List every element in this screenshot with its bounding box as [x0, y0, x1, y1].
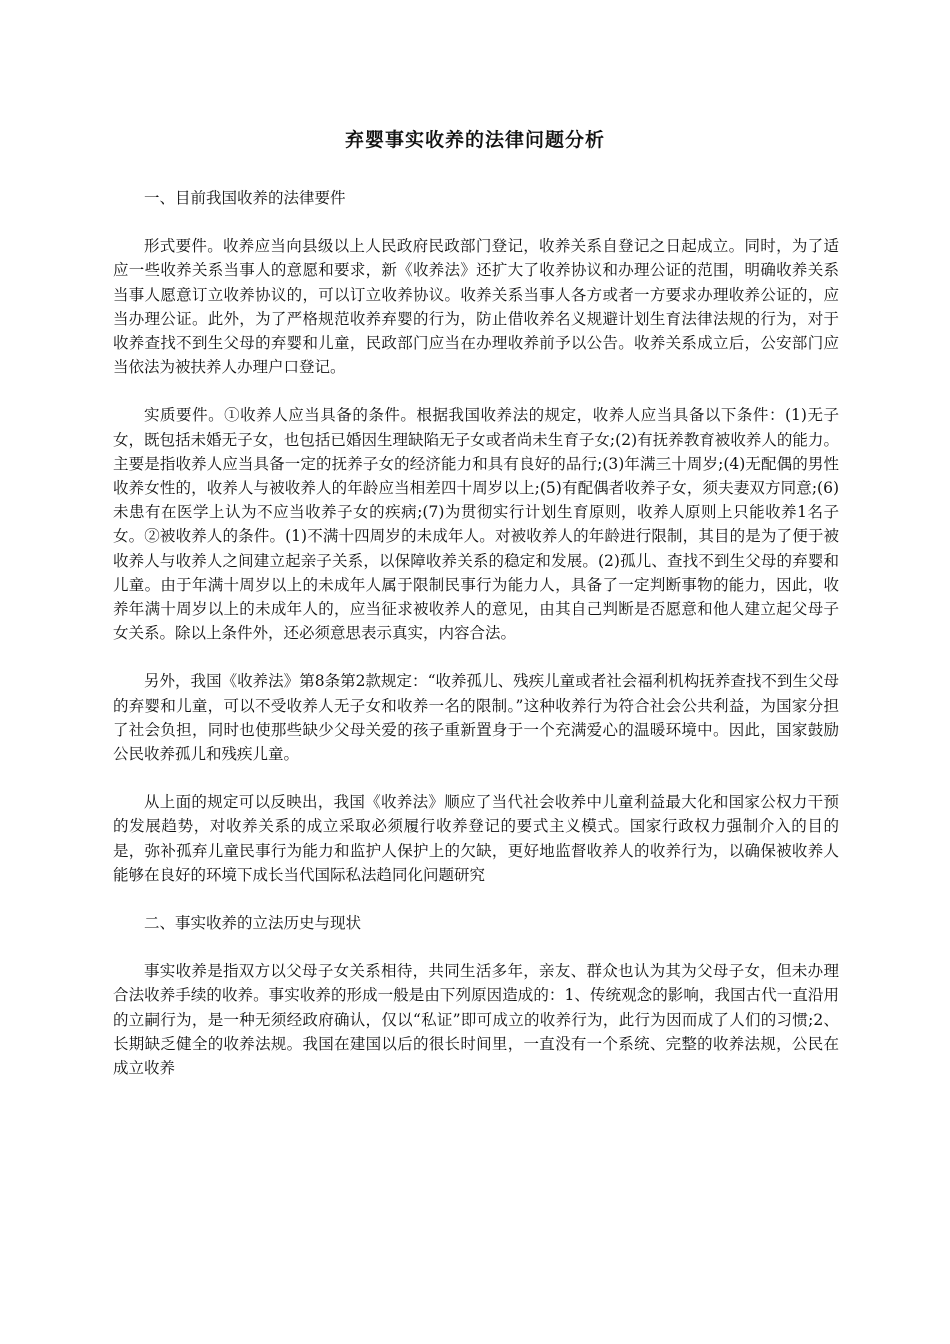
document-body [113, 186, 839, 1104]
paragraph-formal-requirements: 形式要件。收养应当向县级以上人民政府民政部门登记，收养关系自登记之日起成立。同时，为了适应一些收养关系当事人的意愿和要求，新《收养法》还扩大了收养协议和办理公证的范围，明确收养关系当事人愿意订立收养协议的，可以订立收养协议。收养关系当事人各方或者一方要求办理收养公证的，应当办理公证。此外，为了严格规范收养弃婴的行为，防止借收养名义规避计划生育法律法规的行为，对于收养查找不到生父母的弃婴和儿童，民政部门应当在办理收养前予以公告。收养关系成立后，公安部门应当依法为被扶养人办理户口登记。 [113, 237, 839, 377]
paragraph-de-facto-adoption: 事实收养是指双方以父母子女关系相待，共同生活多年，亲友、群众也认为其为父母子女，但未办理合法收养手续的收养。事实收养的形成一般是由下列原因造成的：1、传统观念的影响，我国古代一直沿用的立嗣行为，是一种无须经政府确认，仅以“私证”即可成立的收养行为，此行为因而成了人们的习惯;2、长期缺乏健全的收养法规。我国在建国以后的很长时间里，一直没有一个系统、完整的收养法规，公民在成立收养 [113, 962, 839, 1078]
paragraph-summary: 从上面的规定可以反映出，我国《收养法》顺应了当代社会收养中儿童利益最大化和国家公权力干预的发展趋势，对收养关系的成立采取必须履行收养登记的要式主义模式。国家行政权力强制介入的目的是，弥补孤弃儿童民事行为能力和监护人保护上的欠缺，更好地监督收养人的收养行为，以确保被收养人能够在良好的环境下成长当代国际私法趋同化问题研究 [113, 793, 839, 884]
document-title: 弃婴事实收养的法律问题分析 [344, 129, 605, 151]
section-heading-1: 一、目前我国收养的法律要件 [144, 189, 346, 207]
paragraph-substantive-requirements: 实质要件。①收养人应当具备的条件。根据我国收养法的规定，收养人应当具备以下条件：(1)无子女，既包括未婚无子女，也包括已婚因生理缺陷无子女或者尚未生育子女;(2)有抚养教育被收养人的能力。主要是指收养人应当具备一定的抚养子女的经济能力和具有良好的品行;(3)年满三十周岁;(4)无配偶的男性收养女性的，收养人与被收养人的年龄应当相差四十周岁以上;(5)有配偶者收养子女，须夫妻双方同意;(6)未患有在医学上认为不应当收养子女的疾病;(7)为贯彻实行计划生育原则，收养人原则上只能收养1名子女。②被收养人的条件。(1)不满十四周岁的未成年人。对被收养人的年龄进行限制，其目的是为了便于被收养人与收养人之间建立起亲子关系，以保障收养关系的稳定和发展。(2)孤儿、查找不到生父母的弃婴和儿童。由于年满十周岁以上的未成年人属于限制民事行为能力人，具备了一定判断事物的能力，因此，收养年满十周岁以上的未成年人的，应当征求被收养人的意见，由其自己判断是否愿意和他人建立起父母子女关系。除以上条件外，还必须意思表示真实，内容合法。 [113, 406, 839, 643]
paragraph-article-8: 另外，我国《收养法》第8条第2款规定：“收养孤儿、残疾儿童或者社会福利机构抚养查找不到生父母的弃婴和儿童，可以不受收养人无子女和收养一名的限制。”这种收养行为符合社会公共利益，为国家分担了社会负担，同时也使那些缺少父母关爱的孩子重新置身于一个充满爱心的温暖环境中。因此，国家鼓励公民收养孤儿和残疾儿童。 [113, 672, 839, 764]
section-heading-2: 二、事实收养的立法历史与现状 [144, 914, 362, 933]
